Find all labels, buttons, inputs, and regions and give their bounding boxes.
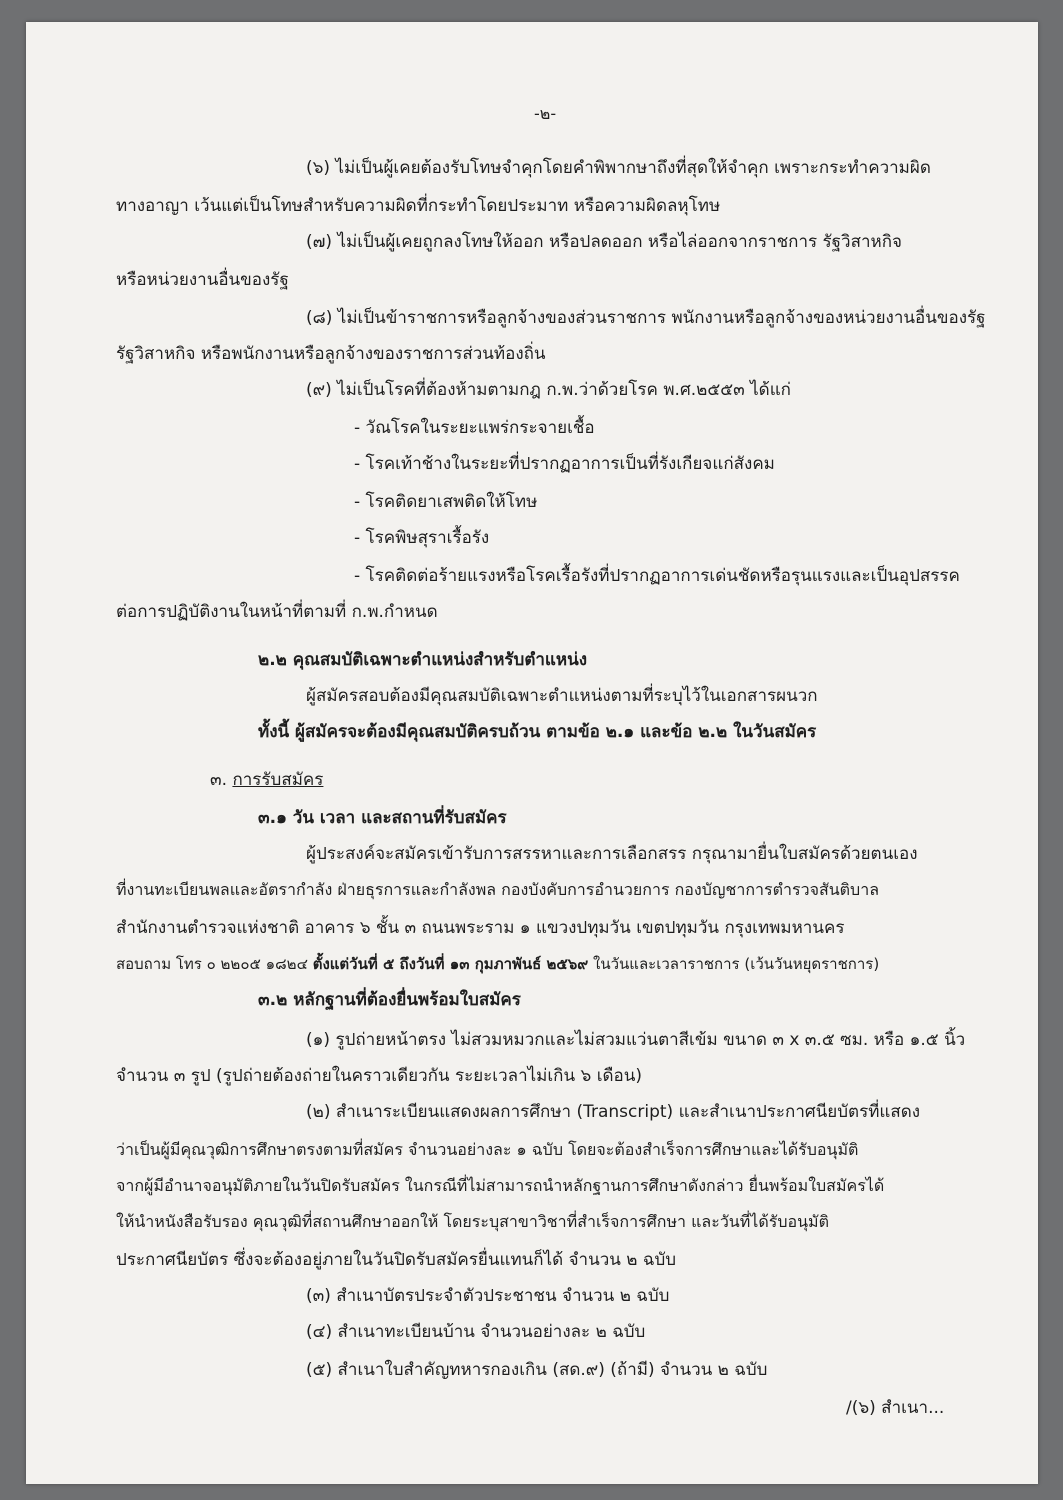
doc-item-2-line-2: ว่าเป็นผู้มีคุณวุฒิการศึกษาตรงตามที่สมัคร จำนวนอย่างละ ๑ ฉบับ โดยจะต้องสำเร็จการศึกษาและได้รับอนุมัติ — [116, 1140, 859, 1159]
contact-phone: สอบถาม โทร ๐ ๒๒๐๕ ๑๘๒๔ — [116, 955, 313, 973]
doc-item-1-line-2: จำนวน ๓ รูป (รูปถ่ายต้องถ่ายในคราวเดียวกัน ระยะเวลาไม่เกิน ๖ เดือน) — [116, 1066, 643, 1086]
section-3-heading — [210, 768, 323, 792]
item-8-line-2: รัฐวิสาหกิจ หรือพนักงานหรือลูกจ้างของราชการส่วนท้องถิ่น — [116, 344, 546, 364]
item-6-line-1: (๖) ไม่เป็นผู้เคยต้องรับโทษจำคุกโดยคำพิพากษาถึงที่สุดให้จำคุก เพราะกระทำความผิด — [306, 158, 931, 178]
application-period: ตั้งแต่วันที่ ๕ ถึงวันที่ ๑๓ กุมภาพันธ์ ๒๕๖๙ — [312, 955, 589, 973]
doc-item-4: (๔) สำเนาทะเบียนบ้าน จำนวนอย่างละ ๒ ฉบับ — [306, 1322, 646, 1342]
disease-item-5-line-1: - โรคติดต่อร้ายแรงหรือโรคเรื้อรังที่ปรากฏอาการเด่นชัดหรือรุนแรงและเป็นอุปสรรค — [354, 566, 960, 586]
doc-item-2-line-3: จากผู้มีอำนาจอนุมัติภายในวันปิดรับสมัคร ในกรณีที่ไม่สามารถนำหลักฐานการศึกษาดังกล่าว ยื่นพร้อมใบสมัครได้ — [116, 1176, 885, 1195]
section-3-1-line-2: ที่งานทะเบียนพลและอัตรากำลัง ฝ่ายธุรการและกำลังพล กองบังคับการอำนวยการ กองบัญชาการตำรวจสันติบาล — [116, 880, 879, 899]
section-3-1-heading: ๓.๑ วัน เวลา และสถานที่รับสมัคร — [258, 808, 507, 828]
item-8-line-1: (๘) ไม่เป็นข้าราชการหรือลูกจ้างของส่วนราชการ พนักงานหรือลูกจ้างของหน่วยงานอื่นของรัฐ — [306, 308, 986, 328]
disease-item-1: - วัณโรคในระยะแพร่กระจายเชื้อ — [354, 418, 595, 438]
qualification-note: ทั้งนี้ ผู้สมัครจะต้องมีคุณสมบัติครบถ้วน ตามข้อ ๒.๑ และข้อ ๒.๒ ในวันสมัคร — [258, 722, 817, 742]
item-6-line-2: ทางอาญา เว้นแต่เป็นโทษสำหรับความผิดที่กระทำโดยประมาท หรือความผิดลหุโทษ — [116, 196, 721, 216]
section-2-2-body: ผู้สมัครสอบต้องมีคุณสมบัติเฉพาะตำแหน่งตามที่ระบุไว้ในเอกสารผนวก — [306, 686, 818, 706]
section-3-2-heading: ๓.๒ หลักฐานที่ต้องยื่นพร้อมใบสมัคร — [258, 990, 521, 1010]
disease-item-4: - โรคพิษสุราเรื้อรัง — [354, 528, 490, 548]
item-9-line-1: (๙) ไม่เป็นโรคที่ต้องห้ามตามกฎ ก.พ.ว่าด้วยโรค พ.ศ.๒๕๕๓ ได้แก่ — [306, 380, 791, 400]
disease-item-5-line-2: ต่อการปฏิบัติงานในหน้าที่ตามที่ ก.พ.กำหนด — [116, 602, 438, 622]
continuation-marker: /(๖) สำเนา... — [846, 1398, 945, 1418]
document-page — [26, 22, 1038, 1484]
doc-item-3: (๓) สำเนาบัตรประจำตัวประชาชน จำนวน ๒ ฉบับ — [306, 1286, 670, 1306]
disease-item-3: - โรคติดยาเสพติดให้โทษ — [354, 492, 538, 512]
section-3-1-line-1: ผู้ประสงค์จะสมัครเข้ารับการสรรหาและการเลือกสรร กรุณามายื่นใบสมัครด้วยตนเอง — [306, 844, 918, 864]
doc-item-2-line-4: ให้นำหนังสือรับรอง คุณวุฒิที่สถานศึกษาออกให้ โดยระบุสาขาวิชาที่สำเร็จการศึกษา และวันที่ได้รับอนุมัติ — [116, 1212, 829, 1231]
doc-item-1-line-1: (๑) รูปถ่ายหน้าตรง ไม่สวมหมวกและไม่สวมแว่นตาสีเข้ม ขนาด ๓ x ๓.๕ ซม. หรือ ๑.๕ นิ้ว — [306, 1030, 966, 1050]
page-number: -๒- — [534, 104, 557, 123]
item-7-line-2: หรือหน่วยงานอื่นของรัฐ — [116, 270, 289, 290]
section-3-number: ๓. — [210, 770, 233, 790]
office-hours: ในวันและเวลาราชการ (เว้นวันหยุดราชการ) — [588, 955, 880, 973]
item-7-line-1: (๗) ไม่เป็นผู้เคยถูกลงโทษให้ออก หรือปลดออก หรือไล่ออกจากราชการ รัฐวิสาหกิจ — [306, 232, 902, 252]
section-3-1-line-3: สำนักงานตำรวจแห่งชาติ อาคาร ๖ ชั้น ๓ ถนนพระราม ๑ แขวงปทุมวัน เขตปทุมวัน กรุงเทพมหานคร — [116, 918, 845, 938]
disease-item-2: - โรคเท้าช้างในระยะที่ปรากฏอาการเป็นที่รังเกียจแก่สังคม — [354, 454, 775, 474]
section-3-1-line-4 — [116, 952, 879, 976]
doc-item-2-line-1: (๒) สำเนาระเบียนแสดงผลการศึกษา (Transcript) และสำเนาประกาศนียบัตรที่แสดง — [306, 1102, 921, 1122]
section-3-title: การรับสมัคร — [232, 770, 324, 790]
doc-item-2-line-5: ประกาศนียบัตร ซึ่งจะต้องอยู่ภายในวันปิดรับสมัครยื่นแทนก็ได้ จำนวน ๒ ฉบับ — [116, 1250, 677, 1270]
doc-item-5: (๕) สำเนาใบสำคัญทหารกองเกิน (สด.๙) (ถ้ามี) จำนวน ๒ ฉบับ — [306, 1360, 768, 1380]
section-2-2-heading: ๒.๒ คุณสมบัติเฉพาะตำแหน่งสำหรับตำแหน่ง — [258, 650, 588, 670]
